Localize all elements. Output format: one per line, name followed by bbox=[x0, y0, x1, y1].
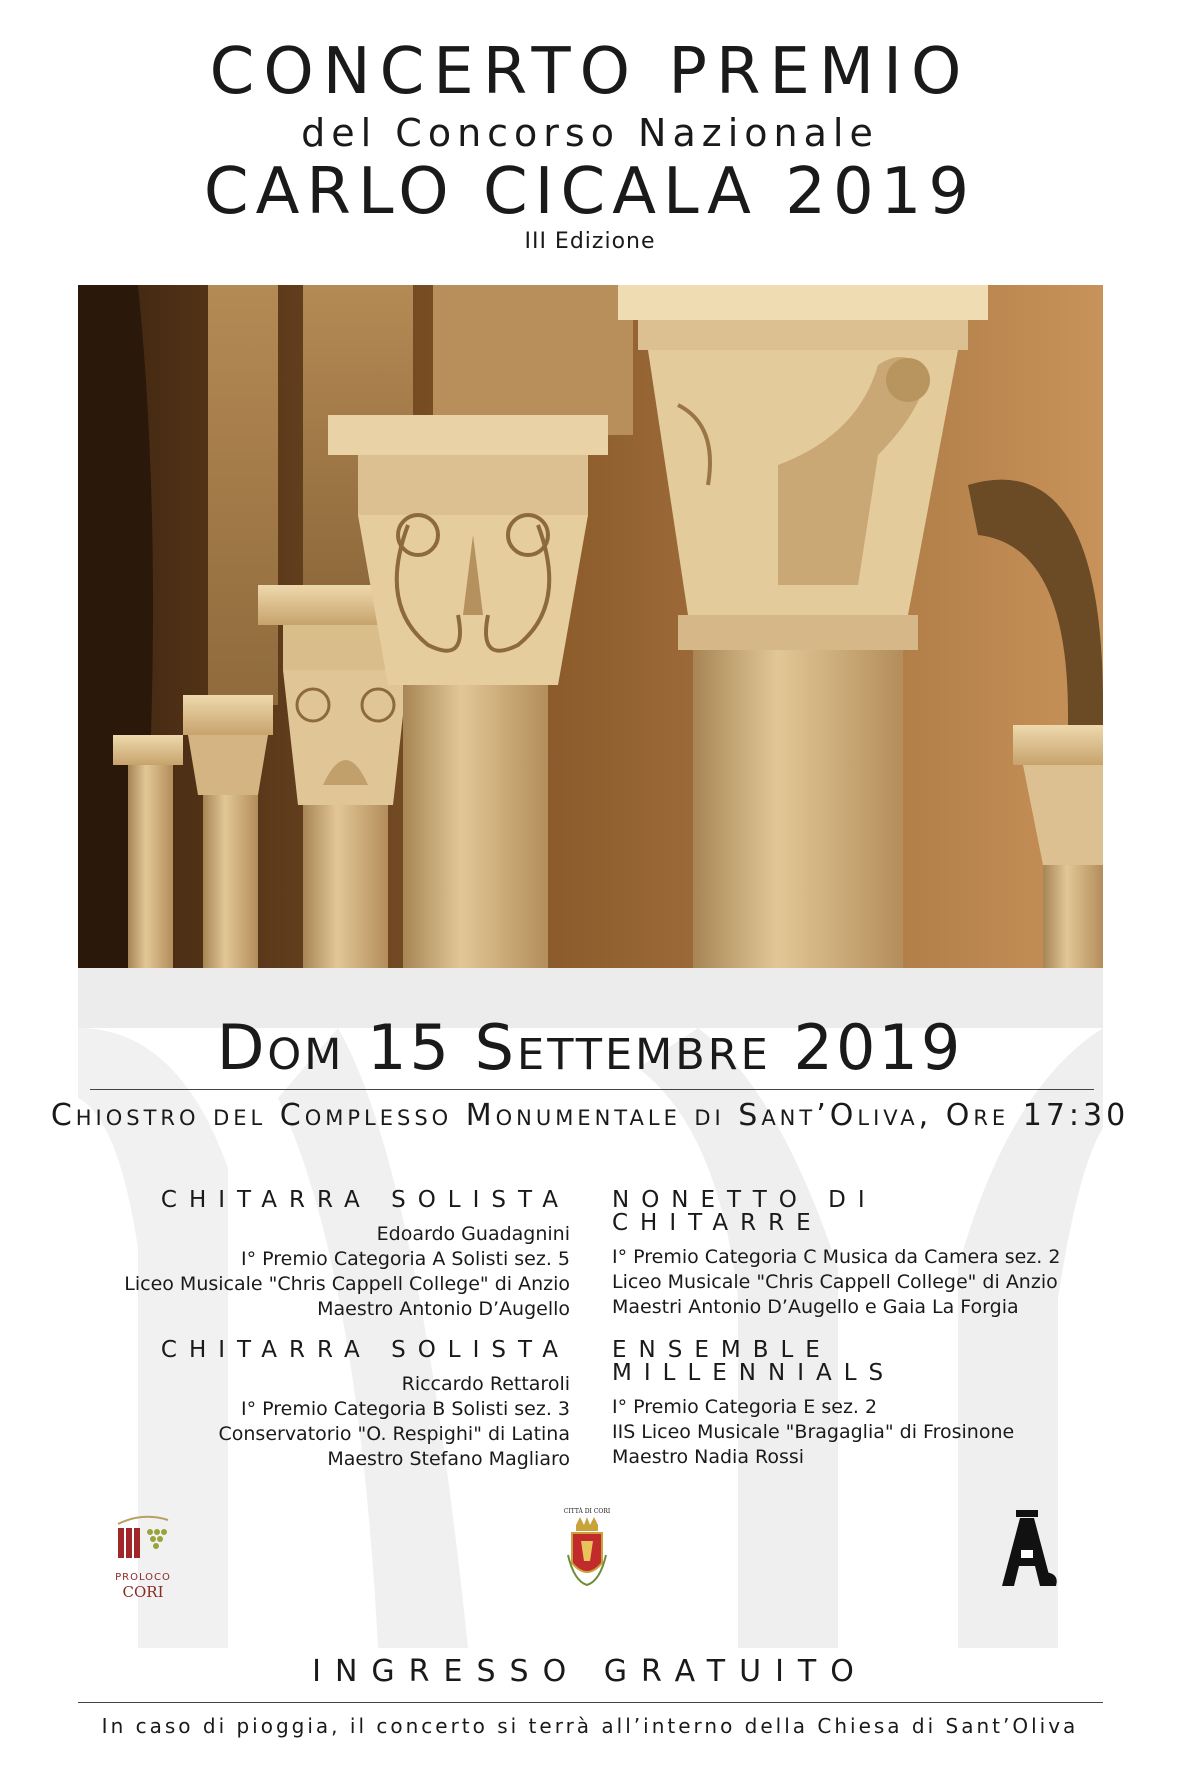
performer-line: Conservatorio "O. Respighi" di Latina bbox=[218, 1423, 570, 1445]
free-entry-label: INGRESSO GRATUITO bbox=[312, 1654, 868, 1689]
performer-line: Riccardo Rettaroli bbox=[401, 1373, 570, 1395]
poster-subtitle: del Concorso Nazionale bbox=[301, 111, 879, 155]
event-venue: Chiostro del Complesso Monumentale di Sant’Oliva, Ore 17:30 bbox=[50, 1098, 1130, 1133]
citta-label: CITTÀ DI CORI bbox=[563, 1508, 611, 1515]
performer-line: IIS Liceo Musicale "Bragaglia" di Frosinone bbox=[612, 1421, 1015, 1443]
proloco-label: PROLOCO bbox=[115, 1572, 171, 1583]
event-date: Dom 15 Settembre 2019 bbox=[216, 1011, 964, 1084]
divider bbox=[78, 1702, 1103, 1703]
performer-line: I° Premio Categoria A Solisti sez. 5 bbox=[241, 1248, 570, 1270]
competition-name: CARLO CICALA 2019 bbox=[203, 155, 977, 229]
performer-block-left-1 bbox=[90, 1189, 570, 1322]
performer-line: Maestri Antonio D’Augello e Gaia La Forgia bbox=[612, 1296, 1019, 1318]
performer-line: Maestro Nadia Rossi bbox=[612, 1446, 805, 1468]
performer-line: Liceo Musicale "Chris Cappell College" di Anzio bbox=[124, 1273, 570, 1295]
performer-line: I° Premio Categoria C Musica da Camera sez. 2 bbox=[612, 1246, 1061, 1268]
performer-block-right-1 bbox=[612, 1189, 1092, 1320]
performer-line: I° Premio Categoria E sez. 2 bbox=[612, 1396, 878, 1418]
performer-block-left-2 bbox=[90, 1339, 570, 1472]
performer-line: Edoardo Guadagnini bbox=[376, 1223, 570, 1245]
columns-cloister-photo bbox=[78, 285, 1103, 968]
performer-line: Liceo Musicale "Chris Cappell College" di Anzio bbox=[612, 1271, 1058, 1293]
proloco-cori-logo bbox=[112, 1510, 174, 1600]
divider bbox=[90, 1089, 1094, 1090]
citta-di-cori-crest bbox=[562, 1508, 612, 1604]
cori-label: CORI bbox=[122, 1583, 164, 1601]
performer-line: I° Premio Categoria B Solisti sez. 3 bbox=[240, 1398, 570, 1420]
edition-label: III Edizione bbox=[524, 229, 656, 254]
performer-category: NONETTO DI CHITARRE bbox=[612, 1187, 877, 1236]
performer-category: ENSEMBLE MILLENNIALS bbox=[612, 1337, 896, 1386]
a-monogram-logo bbox=[1002, 1510, 1060, 1588]
performer-block-right-2 bbox=[612, 1339, 1092, 1470]
performer-line: Maestro Antonio D’Augello bbox=[317, 1298, 570, 1320]
rain-notice: In caso di pioggia, il concerto si terrà all’interno della Chiesa di Sant’Oliva bbox=[101, 1714, 1079, 1738]
performer-category: CHITARRA SOLISTA bbox=[160, 1187, 570, 1213]
performer-category: CHITARRA SOLISTA bbox=[160, 1337, 570, 1363]
poster-title: CONCERTO PREMIO bbox=[209, 35, 971, 109]
performer-line: Maestro Stefano Magliaro bbox=[327, 1448, 570, 1470]
